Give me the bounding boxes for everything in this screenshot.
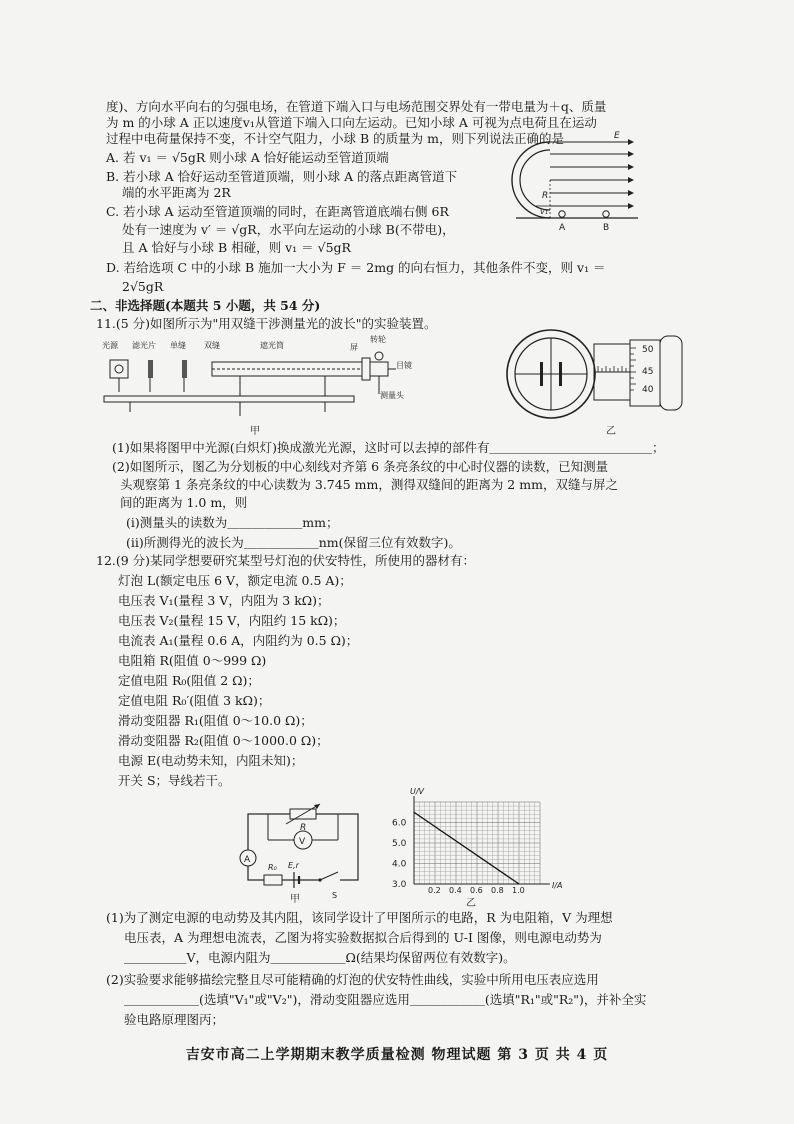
chart-caption: 乙 (466, 898, 476, 909)
q12-ui-chart (384, 787, 574, 909)
circuit-caption: 甲 (290, 894, 300, 905)
x-tick-label: 0.2 (428, 886, 441, 895)
circuit-label-er: E,r (288, 861, 299, 870)
q11-apparatus-figure (100, 336, 420, 436)
q11-part-1: (1)如果将图甲中光源(白炽灯)换成激光光源，这时可以去掉的部件有＿＿＿＿＿＿＿＿＿＿＿＿＿； (112, 440, 665, 455)
x-tick-label: 0.6 (470, 886, 483, 895)
y-tick-label: 5.0 (392, 839, 407, 849)
x-tick-label: 0.8 (491, 886, 504, 895)
micrometer-tick-45: 45 (642, 367, 654, 377)
circuit-label-s: S (332, 891, 338, 900)
micrometer-caption: 乙 (606, 426, 616, 437)
q10-option-d-cont: 2√5gR (122, 279, 164, 294)
apparatus-label-eyepiece: 目镜 (396, 361, 412, 370)
apparatus-label-wheel: 转轮 (370, 335, 386, 344)
equipment-voltmeter-1: 电压表 V₁(量程 3 V，内阻为 3 kΩ)； (118, 593, 330, 608)
q12-part-2-cont2: 验电路原理图丙； (124, 1012, 225, 1027)
circuit-label-r: R (300, 823, 307, 833)
equipment-rheostat-1: 滑动变阻器 R₁(阻值 0～10.0 Ω)； (118, 713, 313, 728)
y-tick-label: 6.0 (392, 818, 407, 829)
q10-stem-line-3: 过程中电荷量保持不变，不计空气阻力，小球 B 的质量为 m，则下列说法正确的是 (106, 131, 564, 146)
q10-option-c: C. 若小球 A 运动至管道顶端的同时，在距离管道底端右侧 6R (106, 204, 449, 219)
equipment-switch: 开关 S；导线若干。 (118, 773, 231, 788)
equipment-power-source: 电源 E(电动势未知，内阻未知)； (118, 753, 304, 768)
y-tick-label: 4.0 (392, 859, 407, 870)
q12-circuit-figure (228, 800, 378, 904)
y-tick-label: 3.0 (392, 880, 407, 890)
q11-part-2-i: (i)测量头的读数为＿＿＿＿＿＿mm； (126, 515, 339, 530)
micrometer-tick-50: 50 (642, 345, 654, 355)
apparatus-label-tube: 遮光筒 (260, 341, 284, 350)
equipment-ammeter: 电流表 A₁(量程 0.6 A，内阻约为 0.5 Ω)； (118, 633, 359, 648)
x-axis-label: I/A (552, 881, 563, 890)
q10-fig-label-b: B (603, 223, 610, 233)
circuit-label-v: V (299, 837, 306, 847)
q11-part-2-cont2: 间的距离为 1.0 m，则 (120, 495, 248, 510)
q10-pipe-figure (510, 131, 640, 233)
equipment-resistance-box: 电阻箱 R(阻值 0～999 Ω) (118, 653, 267, 668)
equipment-rheostat-2: 滑动变阻器 R₂(阻值 0～1000.0 Ω)； (118, 733, 329, 748)
q10-option-a: A. 若 v₁ ＝ √5gR 则小球 A 恰好能运动至管道顶端 (106, 150, 389, 165)
q10-option-b-cont: 端的水平距离为 2R (122, 185, 231, 200)
q12-stem: 12.(9 分)某同学想要研究某型号灯泡的伏安特性，所使用的器材有： (96, 553, 476, 568)
q11-part-2-cont1: 头观察第 1 条亮条纹的中心读数为 3.745 mm，测得双缝间的距离为 2 mm，双缝与屏之 (120, 477, 618, 492)
apparatus-label-double-slit: 双缝 (204, 341, 220, 350)
q10-option-c-cont2: 且 A 恰好与小球 B 相碰，则 v₁ ＝ √5gR (122, 240, 351, 255)
q11-micrometer-figure (506, 326, 686, 436)
apparatus-label-single-slit: 单缝 (170, 341, 186, 350)
circuit-label-a: A (244, 855, 251, 865)
q12-part-2-cont1: ＿＿＿＿＿＿(选填"V₁"或"V₂")，滑动变阻器应选用＿＿＿＿＿＿(选填"R₁"或"R₂")，并补全实 (124, 992, 647, 1007)
q11-part-2-ii: (ii)所测得光的波长为＿＿＿＿＿＿nm(保留三位有效数字)。 (126, 535, 461, 550)
q12-part-2: (2)实验要求能够描绘完整且尽可能精确的灯泡的伏安特性曲线，实验中所用电压表应选用 (106, 972, 599, 987)
circuit-label-r0: R₀ (268, 863, 277, 872)
q12-part-1: (1)为了测定电源的电动势及其内阻，该同学设计了甲图所示的电路，R 为电阻箱，V 为理想 (106, 910, 613, 925)
apparatus-label-measuring-head: 测量头 (380, 391, 404, 400)
q10-option-c-cont1: 处有一速度为 v′ ＝ √gR，水平向左运动的小球 B(不带电)， (122, 222, 455, 237)
q10-fig-label-v1: v₁ (540, 207, 548, 216)
y-axis-label: U/V (410, 787, 425, 796)
page-footer: 吉安市高二上学期期末教学质量检测 物理试题 第 3 页 共 4 页 (185, 1047, 609, 1063)
q10-stem-line-2: 为 m 的小球 A 正以速度v₁从管道下端入口向左运动。已知小球 A 可视为点电荷且在运动 (106, 115, 597, 130)
section-heading: 二、非选择题(本题共 5 小题，共 54 分) (90, 298, 321, 313)
q10-option-d: D. 若给选项 C 中的小球 B 施加一大小为 F ＝ 2mg 的向右恒力，其他条件不变，则 v₁ ＝ (106, 260, 606, 275)
micrometer-tick-40: 40 (642, 385, 654, 395)
q12-part-1-cont1: 电压表，A 为理想电流表，乙图为将实验数据拟合后得到的 U-I 图像，则电源电动势为 (124, 930, 602, 945)
q10-stem-line-1: 度)、方向水平向右的匀强电场，在管道下端入口与电场范围交界处有一带电量为＋q、质量 (106, 99, 607, 114)
apparatus-label-light-source: 光源 (102, 341, 118, 350)
equipment-voltmeter-2: 电压表 V₂(量程 15 V，内阻约 15 kΩ)； (118, 613, 346, 628)
q11-part-2: (2)如图所示，图乙为分划板的中心刻线对齐第 6 条亮条纹的中心时仪器的读数，已知测量 (112, 459, 609, 474)
apparatus-label-screen: 屏 (350, 343, 358, 352)
q10-option-b: B. 若小球 A 恰好运动至管道顶端，则小球 A 的落点距离管道下 (106, 169, 458, 184)
q10-fig-label-e: E (614, 131, 620, 141)
equipment-lamp: 灯泡 L(额定电压 6 V，额定电流 0.5 A)； (118, 573, 352, 588)
x-tick-label: 0.4 (449, 886, 462, 895)
q10-fig-label-a: A (559, 223, 566, 233)
x-tick-label: 1.0 (512, 886, 525, 895)
equipment-fixed-resistor-2: 定值电阻 R₀′(阻值 3 kΩ)； (118, 693, 271, 708)
apparatus-label-filter: 滤光片 (132, 341, 156, 350)
equipment-fixed-resistor: 定值电阻 R₀(阻值 2 Ω)； (118, 673, 260, 688)
q10-fig-label-r: R (542, 191, 549, 201)
q12-part-1-cont2: ＿＿＿＿＿V，电源内阻为＿＿＿＿＿＿Ω(结果均保留两位有效数字)。 (124, 950, 516, 965)
apparatus-caption: 甲 (250, 426, 260, 437)
q11-stem: 11.(5 分)如图所示为"用双缝干涉测量光的波长"的实验装置。 (96, 316, 437, 331)
